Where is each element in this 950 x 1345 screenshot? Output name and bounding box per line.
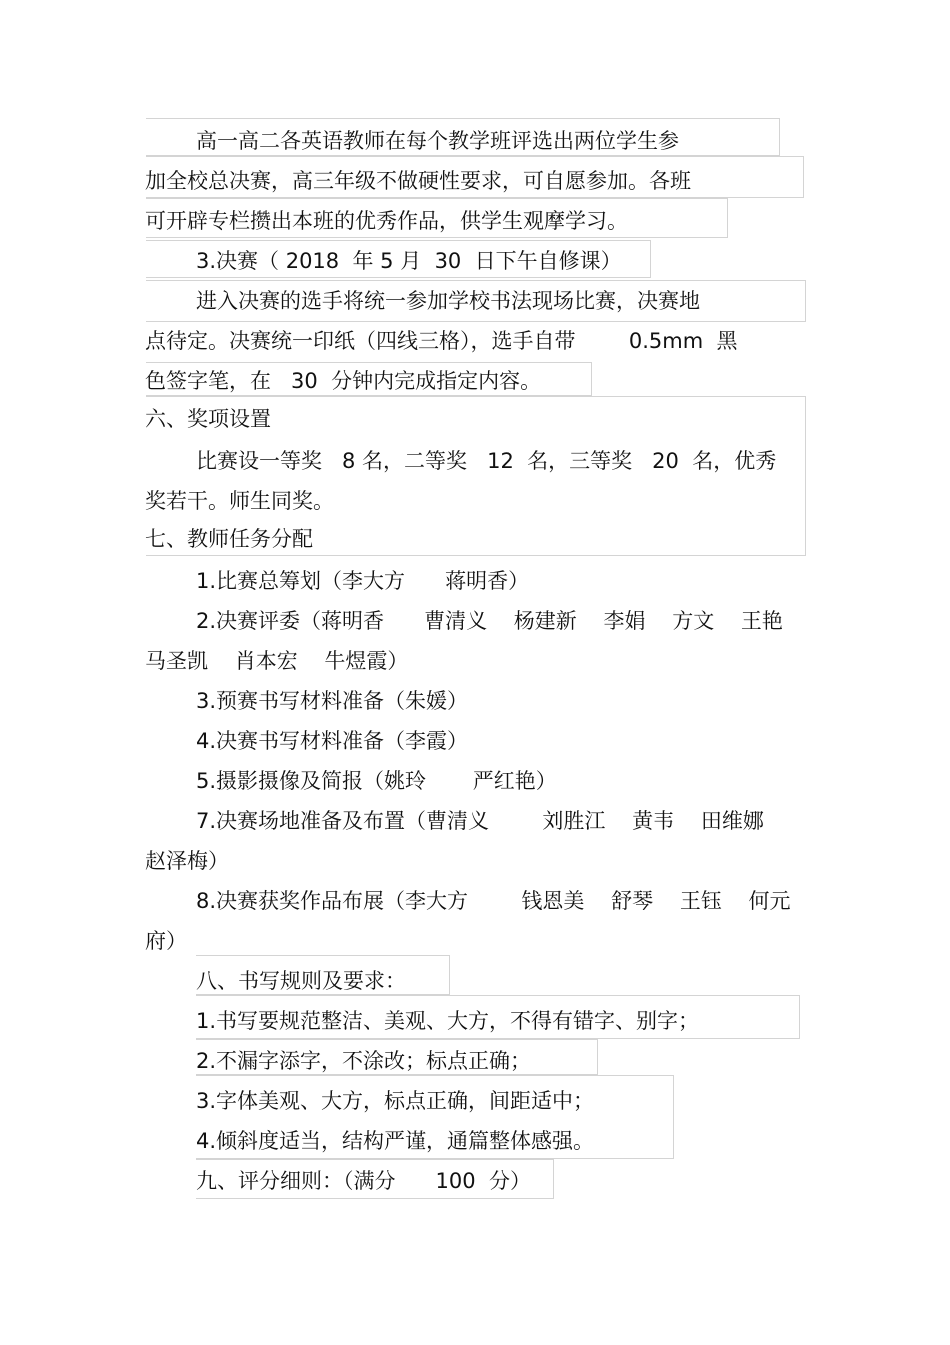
section-heading: 九、评分细则：（满分 100 分） <box>196 1169 531 1193</box>
list-item: 4.决赛书写材料准备（李霞） <box>196 729 469 753</box>
text-line: 赵泽梅） <box>145 849 229 873</box>
text-line: 府） <box>145 929 187 953</box>
section-heading: 六、奖项设置 <box>145 407 271 431</box>
list-item: 1.书写要规范整洁、美观、大方，不得有错字、别字； <box>196 1009 700 1033</box>
text-line: 加全校总决赛，高三年级不做硬性要求，可自愿参加。各班 <box>145 169 691 193</box>
list-item: 3.字体美观、大方，标点正确，间距适中； <box>196 1089 595 1113</box>
list-item: 1.比赛总筹划（李大方 蒋明香） <box>196 569 530 593</box>
text-line: 点待定。决赛统一印纸（四线三格），选手自带 0.5mm 黑 <box>145 329 738 353</box>
list-item: 4.倾斜度适当，结构严谨，通篇整体感强。 <box>196 1129 595 1153</box>
text-line: 奖若干。师生同奖。 <box>145 489 334 513</box>
list-item: 2.决赛评委（蒋明香 曹清义 杨建新 李娟 方文 王艳 <box>196 609 783 633</box>
text-line: 马圣凯 肖本宏 牛煜霞） <box>145 649 409 673</box>
text-line: 进入决赛的选手将统一参加学校书法现场比赛，决赛地 <box>196 289 700 313</box>
text-line: 比赛设一等奖 8 名，二等奖 12 名，三等奖 20 名，优秀 <box>196 449 777 473</box>
list-item: 2.不漏字添字，不涂改；标点正确； <box>196 1049 532 1073</box>
list-item: 7.决赛场地准备及布置（曹清义 刘胜江 黄韦 田维娜 <box>196 809 764 833</box>
list-item: 5.摄影摄像及简报（姚玲 严红艳） <box>196 769 557 793</box>
list-item: 8.决赛获奖作品布展（李大方 钱恩美 舒琴 王钰 何元 <box>196 889 791 913</box>
list-item: 3.预赛书写材料准备（朱媛） <box>196 689 469 713</box>
text-line: 可开辟专栏攒出本班的优秀作品，供学生观摩学习。 <box>145 209 628 233</box>
text-line: 色签字笔，在 30 分钟内完成指定内容。 <box>145 369 542 393</box>
text-line: 高一高二各英语教师在每个教学班评选出两位学生参 <box>196 129 679 153</box>
section-heading: 七、教师任务分配 <box>145 527 313 551</box>
section-heading: 八、书写规则及要求： <box>196 969 406 993</box>
text-line: 3.决赛（ 2018 年 5 月 30 日下午自修课） <box>196 249 622 273</box>
